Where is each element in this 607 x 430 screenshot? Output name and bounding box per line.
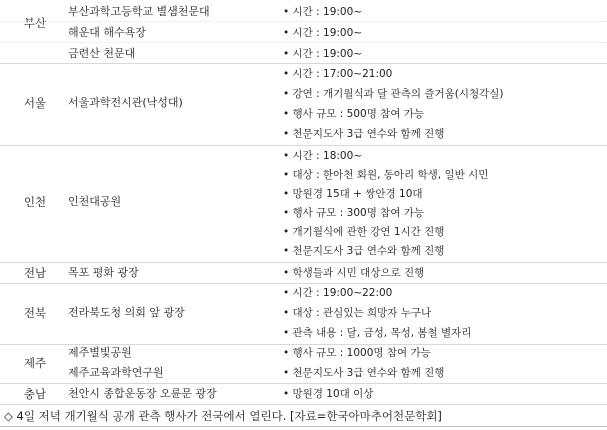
event-detail: • 시간 : 19:00~ (283, 6, 363, 18)
section-divider (0, 383, 607, 384)
venue-name: 목포 평화 광장 (68, 266, 139, 279)
venue-name: 인천대공원 (68, 195, 122, 208)
region-label: 서울 (23, 96, 47, 110)
image-caption: ◇ 4일 저녁 개기월식 공개 관측 행사가 전국에서 열린다. [자료=한국아마추어천문학회] (4, 409, 442, 423)
event-detail: • 강연 : 개기월식과 달 관측의 즐거움(시청각실) (283, 88, 504, 100)
event-detail: • 천문지도사 3급 연수와 함께 진행 (283, 245, 445, 257)
event-detail: • 행사 규모 : 1000명 참여 가능 (283, 347, 431, 359)
event-detail: • 대상 : 관심있는 희망자 누구나 (283, 307, 432, 319)
section-divider (0, 262, 607, 263)
section-divider (0, 145, 607, 146)
row-divider (0, 21, 607, 22)
region-label: 제주 (23, 356, 47, 370)
venue-name: 천안시 종합운동장 오륜문 광장 (68, 387, 217, 400)
region-label: 전북 (23, 306, 47, 320)
region-label: 부산 (23, 16, 47, 30)
caption-underline (0, 426, 607, 427)
venue-name: 서울과학전시관(낙성대) (68, 96, 183, 109)
venue-name: 부산과학고등학교 별샘천문대 (68, 5, 210, 18)
region-label: 인천 (23, 195, 47, 209)
event-detail: • 개기월식에 관한 강연 1시간 진행 (283, 226, 445, 238)
event-detail: • 행사 규모 : 500명 참여 가능 (283, 108, 425, 120)
event-detail: • 시간 : 19:00~ (283, 48, 363, 60)
event-detail: • 학생들과 시민 대상으로 진행 (283, 267, 425, 279)
event-detail: • 망원경 15대 + 쌍안경 10대 (283, 188, 423, 200)
event-detail: • 천문지도사 3급 연수와 함께 진행 (283, 128, 445, 140)
venue-name: 금련산 천문대 (68, 47, 136, 60)
event-detail: • 천문지도사 3급 연수와 함께 진행 (283, 367, 445, 379)
venue-name: 해운대 해수욕장 (68, 26, 146, 39)
section-divider (0, 404, 607, 405)
section-divider (0, 283, 607, 284)
event-detail: • 시간 : 17:00~21:00 (283, 68, 393, 80)
venue-name: 전라북도청 의회 앞 광장 (68, 306, 185, 319)
region-label: 전남 (23, 266, 47, 280)
event-detail: • 대상 : 한아천 회원, 동아리 학생, 일반 시민 (283, 169, 489, 181)
event-detail: • 행사 규모 : 300명 참여 가능 (283, 207, 425, 219)
section-divider (0, 344, 607, 345)
event-detail: • 시간 : 19:00~22:00 (283, 287, 393, 299)
section-divider (0, 63, 607, 64)
event-detail: • 관측 내용 : 달, 금성, 목성, 봄철 별자리 (283, 327, 472, 339)
region-label: 충남 (23, 387, 47, 401)
event-detail: • 망원경 10대 이상 (283, 388, 374, 400)
event-detail: • 시간 : 19:00~ (283, 27, 363, 39)
event-detail: • 시간 : 18:00~ (283, 150, 363, 162)
venue-name: 제주교육과학연구원 (68, 366, 164, 379)
row-divider (0, 42, 607, 43)
venue-name: 제주별빛공원 (68, 346, 132, 359)
